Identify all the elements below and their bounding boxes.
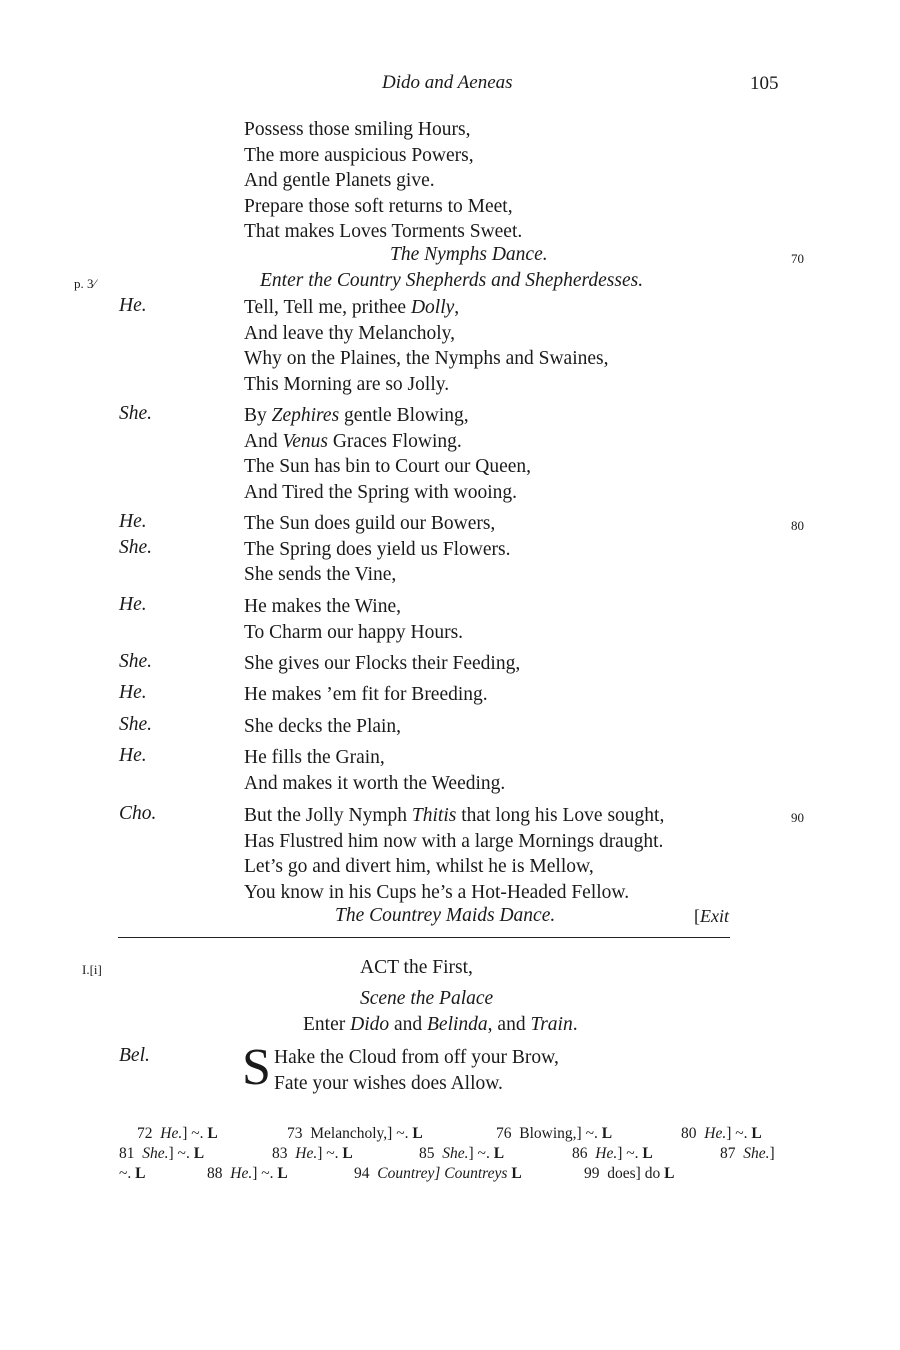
speaker-she: She. (119, 403, 153, 424)
fn-text: ] ~. (726, 1125, 748, 1142)
name-dido: Dido (350, 1014, 390, 1035)
verse-line (244, 403, 531, 429)
fn-siglum: L (664, 1165, 675, 1182)
speaker-bel: Bel. (119, 1045, 150, 1066)
verse-line: He fills the Grain, (244, 747, 385, 768)
speaker-he: He. (119, 594, 147, 615)
stage-direction-enter: Enter the Country Shepherds and Shepherdesses. (260, 270, 644, 291)
exit-word: Exit (700, 906, 729, 926)
text: And (244, 430, 283, 452)
verse-line: Possess those smiling Hours, (244, 119, 471, 140)
fn-siglum: L (511, 1165, 522, 1182)
text: gentle Blowing, (339, 405, 469, 426)
footnote-continuation (119, 1164, 145, 1184)
he-speech-4 (244, 745, 505, 796)
speaker-she: She. (119, 537, 153, 558)
fn-num: 85 (419, 1145, 435, 1162)
name-zephires: Zephires (271, 405, 340, 426)
verse-line: The Spring does yield us Flowers. (244, 539, 511, 560)
fn-text: ] ~. (252, 1165, 274, 1182)
fn-text: ] Countreys (434, 1165, 508, 1182)
text: But the Jolly Nymph (244, 805, 412, 826)
fn-text: ] ~. (317, 1145, 339, 1162)
divider-rule (118, 937, 730, 938)
verse-line: You know in his Cups he’s a Hot-Headed Fellow. (244, 881, 630, 903)
verse-line: She decks the Plain, (244, 716, 402, 737)
verse-line: Prepare those soft returns to Meet, (244, 195, 513, 217)
fn-num: 99 (584, 1165, 600, 1182)
verse-line: The Sun has bin to Court our Queen, (244, 456, 532, 477)
speaker-she: She. (119, 651, 153, 672)
verse-line (244, 429, 531, 455)
text: , (454, 297, 460, 318)
verse-line: He makes ’em fit for Breeding. (244, 684, 488, 705)
verse-line: Why on the Plaines, the Nymphs and Swaines, (244, 348, 609, 369)
fn-text: ~. (119, 1165, 132, 1182)
fn-lemma: He. (704, 1125, 727, 1142)
fn-lemma: He. (230, 1165, 253, 1182)
speaker-he: He. (119, 745, 147, 766)
fn-text: ] ~. (468, 1145, 490, 1162)
verse-line: Has Flustred him now with a large Mornings draught. (244, 830, 664, 852)
footnote (572, 1144, 653, 1164)
fn-lemma: Melancholy, (310, 1125, 388, 1142)
he-speech-1 (244, 295, 609, 397)
footnote (119, 1144, 204, 1164)
fn-num: 76 (496, 1125, 512, 1142)
fn-num: 81 (119, 1145, 135, 1162)
fn-siglum: L (412, 1125, 423, 1142)
act-scene-reference: I.[i] (82, 962, 102, 977)
speaker-cho: Cho. (119, 803, 157, 824)
fn-num: 73 (287, 1125, 303, 1142)
verse-line (244, 295, 609, 321)
fn-num: 83 (272, 1145, 288, 1162)
fn-text: ] (769, 1145, 775, 1162)
text: Tell, Tell me, prithee (244, 297, 411, 318)
fn-siglum: L (193, 1145, 205, 1162)
fn-siglum: L (277, 1165, 288, 1182)
footnote (354, 1164, 522, 1184)
stage-direction-maids: The Countrey Maids Dance. (335, 905, 556, 926)
speaker-he: He. (119, 295, 147, 316)
line-number-70: 70 (791, 251, 804, 266)
fn-lemma: He. (295, 1145, 318, 1162)
footnote (496, 1124, 612, 1144)
verse-line: Hake the Cloud from off your Brow, (274, 1047, 559, 1068)
verse-line: He makes the Wine, (244, 596, 401, 617)
fn-lemma: She. (142, 1145, 169, 1162)
footnote (272, 1144, 353, 1164)
fn-lemma: Blowing, (519, 1125, 577, 1142)
text: Enter (303, 1014, 351, 1035)
verse-line (244, 803, 664, 829)
verse-line: And Tired the Spring with wooing. (244, 481, 518, 503)
belinda-speech (274, 1045, 559, 1096)
fn-siglum: L (493, 1145, 505, 1162)
verse-line: She sends the Vine, (244, 564, 397, 585)
fn-lemma: He. (160, 1125, 183, 1142)
line-number-80: 80 (791, 518, 804, 533)
fn-num: 88 (207, 1165, 223, 1182)
footnote (681, 1124, 762, 1144)
text: . (572, 1014, 578, 1035)
act-title: ACT the First, (360, 957, 473, 978)
chorus-speech (244, 803, 664, 905)
fn-lemma: She. (743, 1145, 770, 1162)
scene-heading: Scene the Palace (360, 988, 494, 1009)
footnote (419, 1144, 504, 1164)
running-title: Dido and Aeneas (382, 72, 513, 93)
fn-text: ] ~. (617, 1145, 639, 1162)
footnote (137, 1124, 218, 1144)
verse-line: To Charm our happy Hours. (244, 621, 464, 643)
text: , and (487, 1014, 531, 1035)
fn-text: ] do (635, 1165, 661, 1182)
text: Graces Flowing. (327, 430, 462, 452)
page-number: 105 (750, 73, 779, 94)
fn-siglum: L (342, 1145, 353, 1162)
speaker-he: He. (119, 682, 147, 703)
footnote (584, 1164, 674, 1184)
fn-text: ] ~. (576, 1125, 598, 1142)
fn-siglum: L (642, 1145, 653, 1162)
fn-text: ] ~. (387, 1125, 409, 1142)
name-thitis: Thitis (411, 805, 457, 826)
name-train: Train (530, 1014, 573, 1035)
entrance-direction (303, 1014, 578, 1036)
line-number-90: 90 (791, 810, 804, 825)
she-speech-1 (244, 403, 531, 505)
text: By (244, 405, 272, 426)
verse-line: And gentle Planets give. (244, 170, 435, 191)
fn-siglum: L (207, 1125, 218, 1142)
text: and (389, 1014, 428, 1035)
fn-num: 86 (572, 1145, 588, 1162)
fn-num: 72 (137, 1125, 153, 1142)
text: that long his Love sought, (456, 805, 665, 826)
footnote (287, 1124, 423, 1144)
fn-num: 94 (354, 1165, 370, 1182)
fn-lemma: She. (442, 1145, 469, 1162)
fn-lemma: He. (595, 1145, 618, 1162)
footnote (207, 1164, 288, 1184)
footnote (720, 1144, 775, 1164)
fn-siglum: L (601, 1125, 613, 1142)
fn-text: ] ~. (168, 1145, 190, 1162)
fn-lemma: does (607, 1165, 636, 1182)
verse-line: And makes it worth the Weeding. (244, 772, 506, 794)
fn-num: 87 (720, 1145, 736, 1162)
source-page-marker: p. 3⁄ (74, 276, 96, 291)
name-dolly: Dolly (410, 297, 455, 318)
verse-line: And leave thy Melancholy, (244, 322, 456, 344)
stage-direction-nymphs: The Nymphs Dance. (390, 244, 548, 265)
fn-siglum: L (751, 1125, 762, 1142)
name-venus: Venus (282, 430, 328, 452)
fn-siglum: L (135, 1165, 146, 1182)
speaker-she: She. (119, 714, 153, 735)
fn-text: ] ~. (182, 1125, 204, 1142)
verse-line: She gives our Flocks their Feeding, (244, 653, 521, 674)
verse-line: This Morning are so Jolly. (244, 373, 450, 395)
verse-line: The more auspicious Powers, (244, 144, 474, 166)
verse-line: Fate your wishes does Allow. (274, 1072, 503, 1094)
fn-num: 80 (681, 1125, 697, 1142)
name-belinda: Belinda (427, 1014, 488, 1035)
speaker-he: He. (119, 511, 147, 532)
verse-line: The Sun does guild our Bowers, (244, 513, 496, 534)
verse-line: Let’s go and divert him, whilst he is Mellow, (244, 856, 594, 877)
bracket: [ (694, 906, 700, 926)
verse-line: That makes Loves Torments Sweet. (244, 221, 523, 242)
fn-lemma: Countrey (377, 1165, 435, 1182)
drop-cap: S (242, 1039, 271, 1096)
he-speech-2 (244, 594, 463, 645)
opening-verse (244, 117, 522, 245)
exit-direction (694, 906, 729, 927)
